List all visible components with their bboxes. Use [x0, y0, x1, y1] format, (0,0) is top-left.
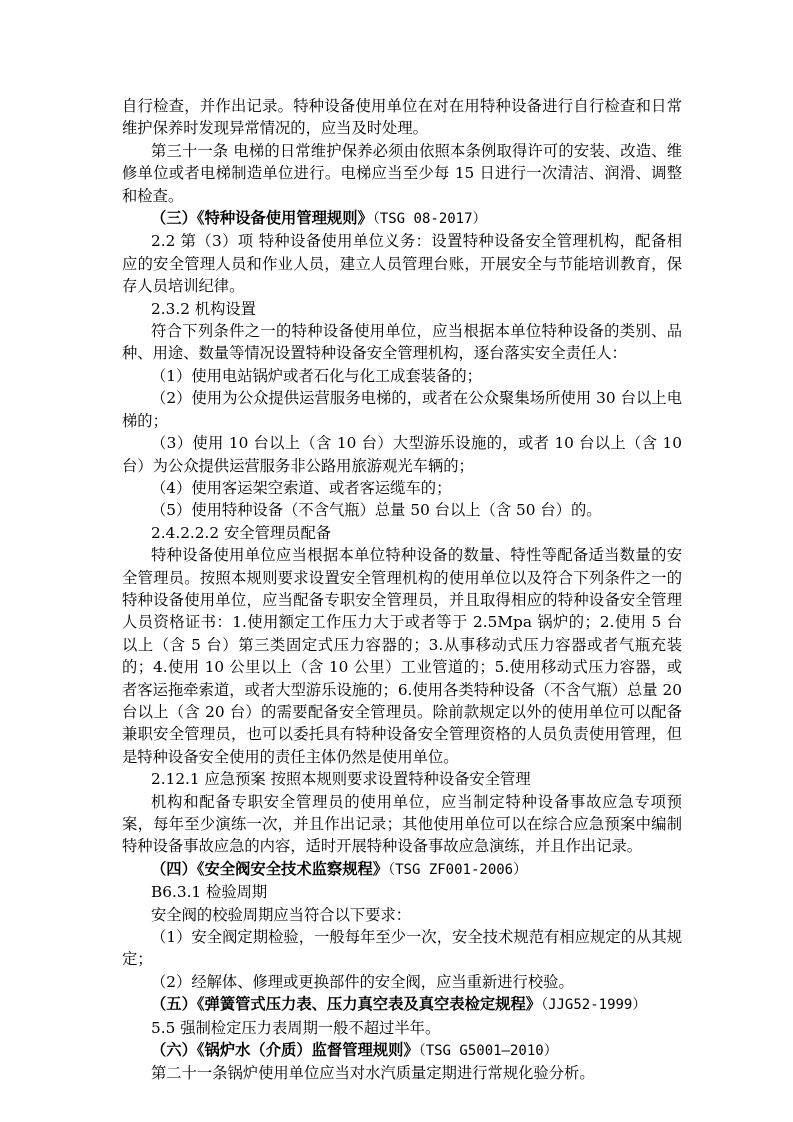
section-heading-3: [122, 207, 682, 230]
section-heading-4-title: （四）《安全阀安全技术监察规程》: [151, 859, 389, 878]
paragraph-b6-3-1-title: B6.3.1 检验周期: [151, 883, 268, 902]
list-item-1: （1）使用电站锅炉或者石化与化工成套装备的；: [151, 366, 482, 385]
section-heading-3-title: （三）《特种设备使用管理规则》: [151, 209, 373, 228]
paragraph-5-5: 5.5 强制检定压力表周期一般不超过半年。: [151, 1018, 441, 1037]
section-heading-3-code: （TSG 08-2017）: [372, 211, 487, 228]
section-heading-5: [122, 993, 682, 1016]
paragraph-2-2: 2.2 第（3）项 特种设备使用单位义务：设置特种设备安全管理机构，配备相应的安全管理人员和作业人员，建立人员管理台账，开展安全与节能培训教育，保存人员培训纪律。: [122, 232, 682, 296]
paragraph-article-31: 第三十一条 电梯的日常维护保养必须由依照本条例取得许可的安装、改造、维修单位或者电梯制造单位进行。电梯应当至少每 15 日进行一次清洁、润滑、调整和检查。: [122, 141, 682, 205]
section-heading-6-code: （TSG G5001—2010）: [418, 1043, 558, 1060]
document-body: [122, 95, 682, 1085]
list-item-valve-1: （1）安全阀定期检验，一般每年至少一次，安全技术规范有相应规定的从其规定；: [122, 928, 682, 969]
paragraph-2-12-1-title: 2.12.1 应急预案 按照本规则要求设置特种设备安全管理: [151, 770, 531, 789]
list-item-4: （4）使用客运架空索道、或者客运缆车的；: [151, 478, 452, 497]
section-heading-4-code: （TSG ZF001-2006）: [388, 861, 528, 878]
paragraph-2-3-2-body: 符合下列条件之一的特种设备使用单位，应当根据本单位特种设备的类别、品种、用途、数量等情况设置特种设备安全管理机构，逐台落实安全责任人：: [122, 322, 682, 363]
list-item-valve-2: （2）经解体、修理或更换部件的安全阀，应当重新进行校验。: [151, 972, 574, 991]
paragraph-article-21: 第二十一条锅炉使用单位应当对水汽质量定期进行常规化验分析。: [151, 1064, 595, 1083]
section-heading-5-code: （JJG52-1999）: [541, 997, 647, 1014]
section-heading-5-title: （五）《弹簧管式压力表、压力真空表及真空表检定规程》: [151, 995, 542, 1014]
paragraph-self-inspection: 自行检查，并作出记录。特种设备使用单位在对在用特种设备进行自行检查和日常维护保养时发现异常情况的，应当及时处理。: [122, 97, 682, 138]
section-heading-6-title: （六）《锅炉水（介质）监督管理规则》: [151, 1041, 419, 1060]
paragraph-2-3-2-title: 2.3.2 机构设置: [151, 299, 256, 318]
list-item-2: （2）使用为公众提供运营服务电梯的，或者在公众聚集场所使用 30 台以上电梯的；: [122, 389, 682, 430]
paragraph-2-4-title: 2.4.2.2.2 安全管理员配备: [151, 523, 332, 542]
paragraph-2-12-1-body: 机构和配备专职安全管理员的使用单位，应当制定特种设备事故应急专项预案，每年至少演练一次，并且作出记录；其他使用单位可以在综合应急预案中编制特种设备事故应急的内容，适时开展特种设备事故应急演练，并且作出记录。: [122, 792, 682, 856]
paragraph-b6-3-1-body: 安全阀的校验周期应当符合以下要求：: [151, 905, 412, 924]
section-heading-4: [122, 858, 682, 881]
list-item-3: （3）使用 10 台以上（含 10 台）大型游乐设施的，或者 10 台以上（含 10 台）为公众提供运营服务非公路用旅游观光车辆的；: [122, 434, 682, 475]
section-heading-6: [122, 1039, 682, 1062]
paragraph-2-4-body: 特种设备使用单位应当根据本单位特种设备的数量、特性等配备适当数量的安全管理员。按照本规则要求设置安全管理机构的使用单位以及符合下列条件之一的特种设备使用单位，应当配备专职安全管理员，并且取得相应的特种设备安全管理人员资格证书：1.使用额定工作压力大于或者等于 2.5Mpa 锅炉的；2.使用 5 台以上（含 5 台）第三类固定式压力容器的；3.从事移动式压力容器或者气瓶充装的；4.使用 10 公里以上（含 10 公里）工业管道的；5.使用移动式压力容器，或者客运拖牵索道，或者大型游乐设施的；6.使用各类特种设备（不含气瓶）总量 20 台以上（含 20 台）的需要配备安全管理员。除前款规定以外的使用单位可以配备兼职安全管理员，也可以委托具有特种设备安全管理资格的人员负责使用管理，但是特种设备安全使用的责任主体仍然是使用单位。: [122, 546, 682, 766]
list-item-5: （5）使用特种设备（不含气瓶）总量 50 台以上（含 50 台）的。: [151, 501, 602, 520]
